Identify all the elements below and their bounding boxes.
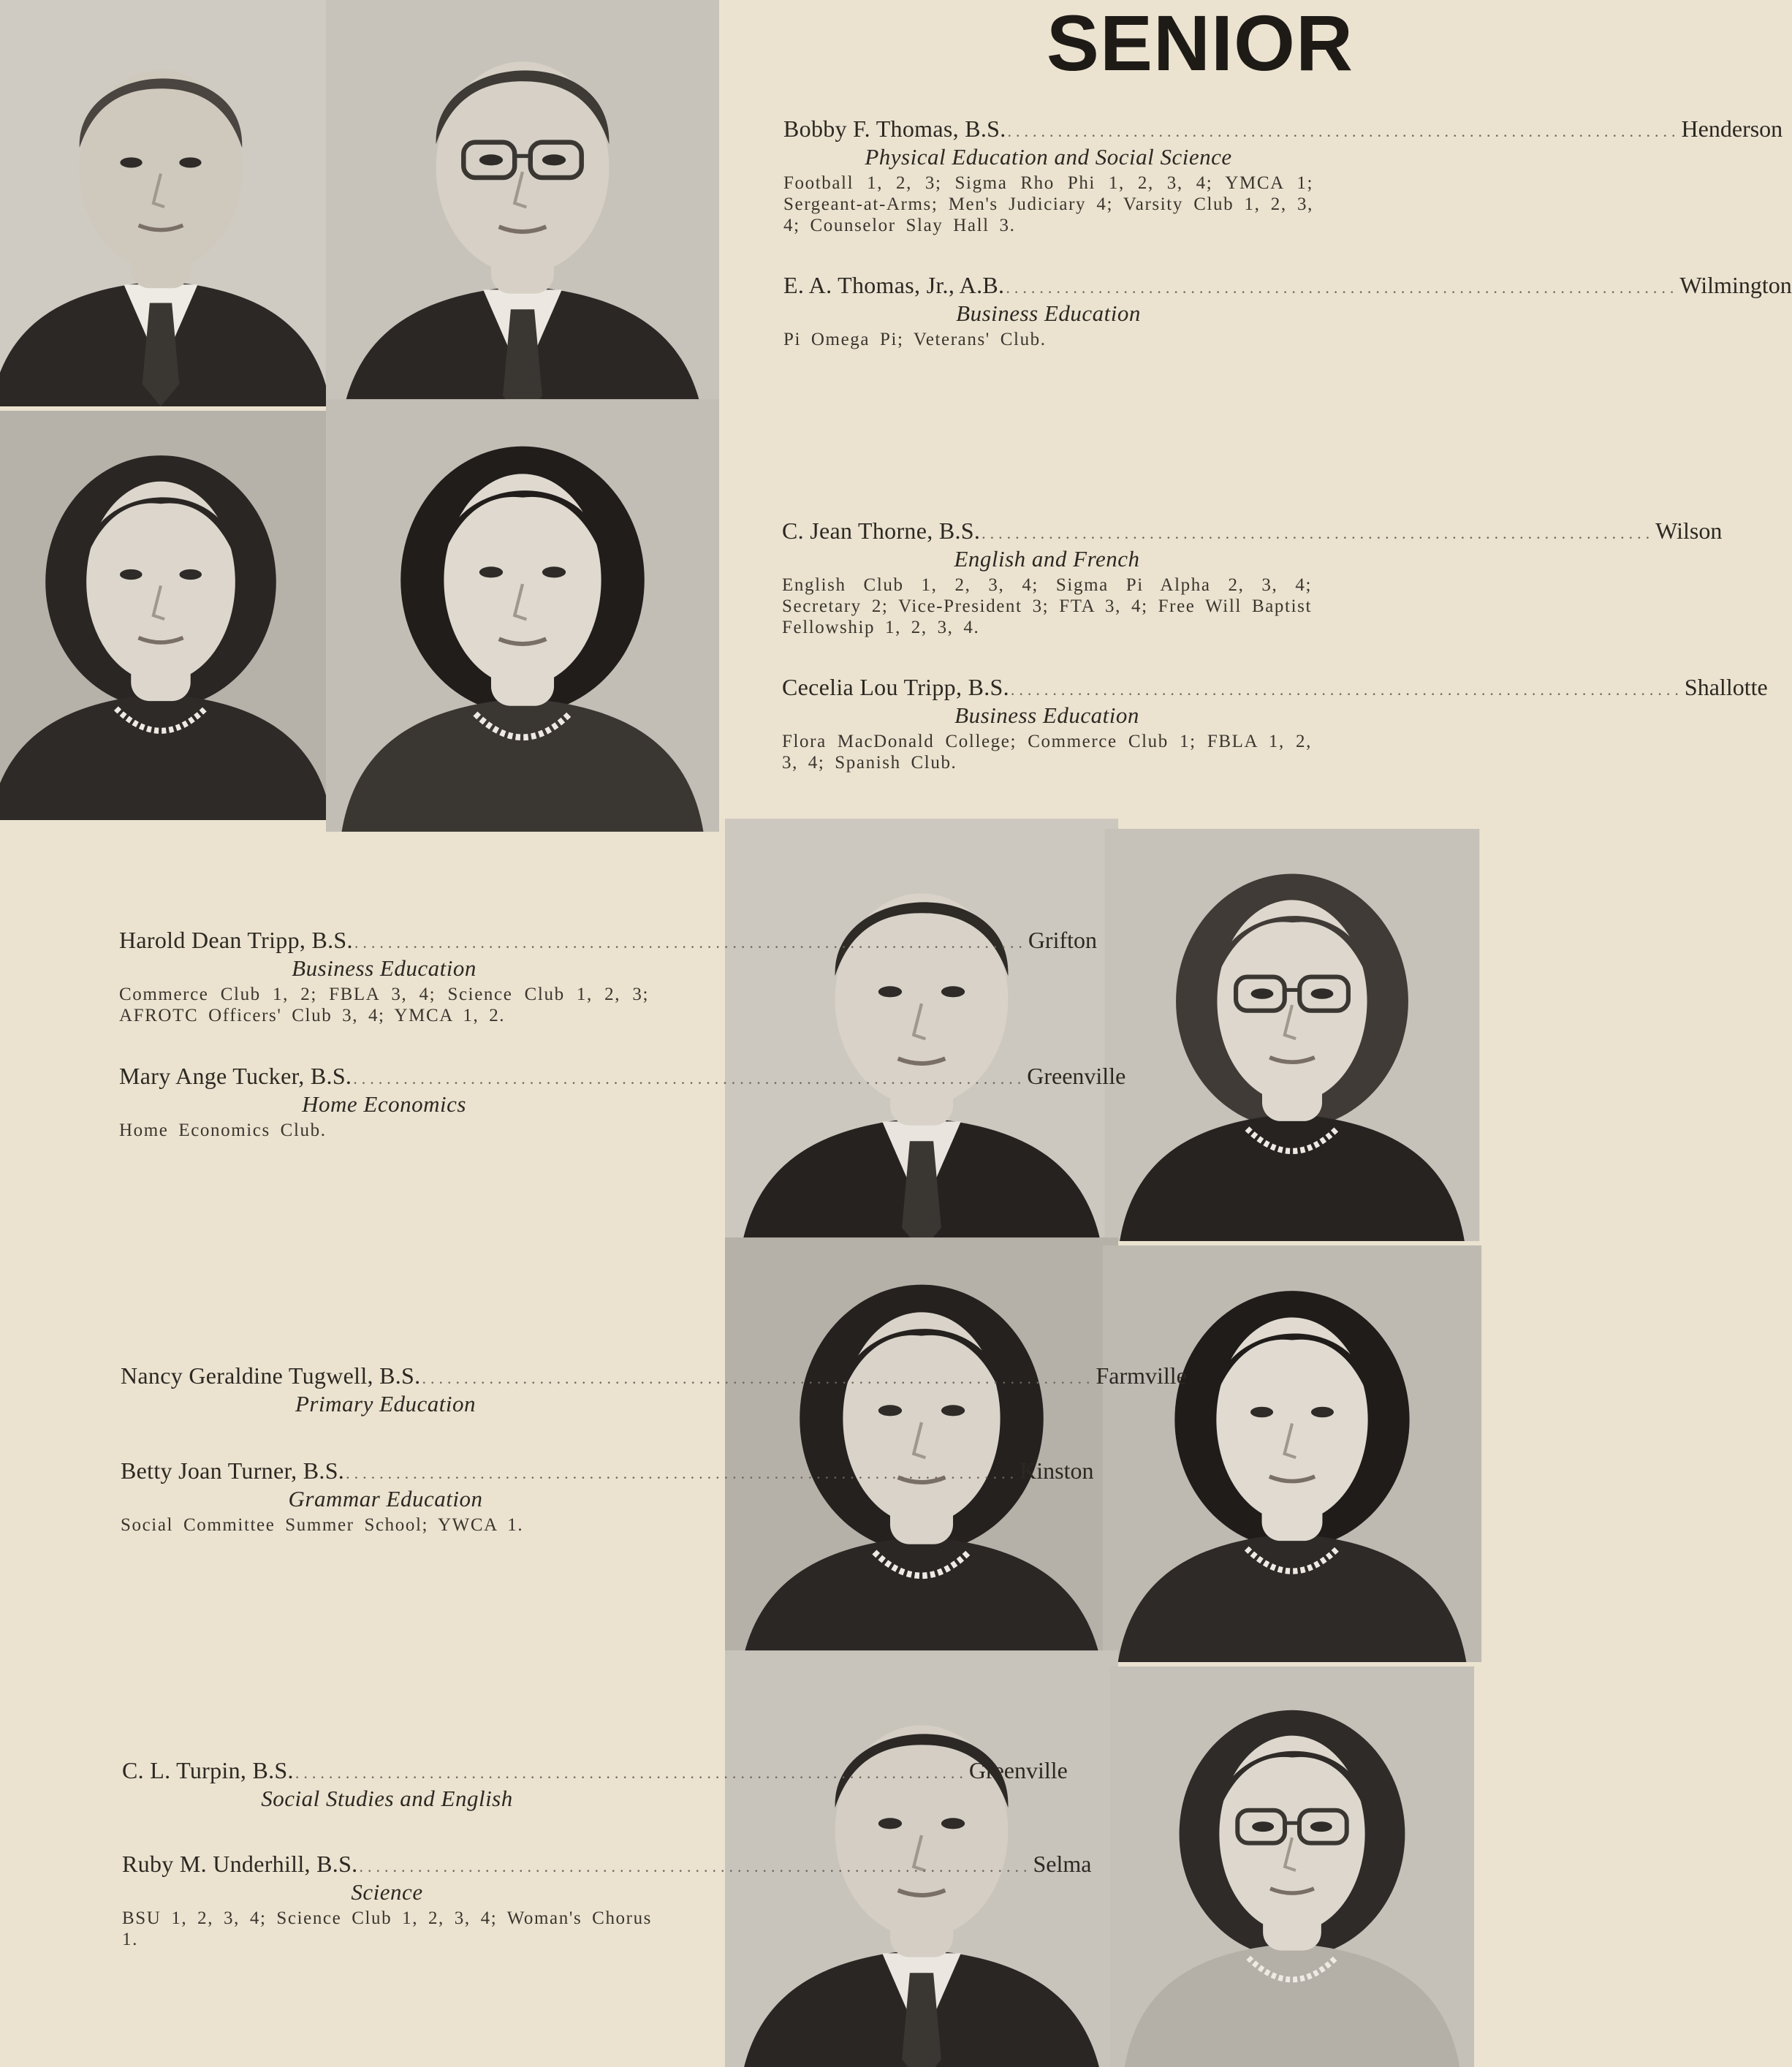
activities: BSU 1, 2, 3, 4; Science Club 1, 2, 3, 4; Woman's Chorus 1. bbox=[122, 1908, 652, 1949]
student-name: C. Jean Thorne, B.S. bbox=[782, 517, 981, 544]
face bbox=[444, 474, 601, 686]
major: Business Education bbox=[954, 702, 1139, 728]
right-eye bbox=[941, 1818, 965, 1829]
hometown: Grifton bbox=[1028, 927, 1098, 953]
activities: Commerce Club 1, 2; FBLA 3, 4; Science Club 1, 2, 3; AFROTC Officers' Club 3, 4; YMCA 1, 2. bbox=[119, 985, 649, 1025]
student-name: Mary Ange Tucker, B.S. bbox=[119, 1063, 352, 1089]
student-name: Ruby M. Underhill, B.S. bbox=[122, 1851, 358, 1877]
major: Home Economics bbox=[302, 1091, 466, 1117]
right-eye bbox=[1311, 988, 1334, 998]
dot-leader: ................................................................................ bbox=[295, 1764, 968, 1782]
portrait-photo bbox=[1123, 829, 1462, 1241]
student-name: Bobby F. Thomas, B.S. bbox=[783, 115, 1006, 142]
major: Physical Education and Social Science bbox=[865, 144, 1232, 170]
senior-entry bbox=[783, 272, 1792, 350]
senior-entry bbox=[122, 1851, 1092, 1950]
major: Business Education bbox=[956, 300, 1141, 326]
dot-leader: ................................................................................ bbox=[1006, 278, 1679, 297]
right-eye bbox=[1310, 1821, 1332, 1832]
senior-entry bbox=[119, 927, 1098, 1026]
senior-entry bbox=[122, 1757, 1068, 1814]
senior-entry bbox=[121, 1362, 1187, 1419]
portrait-photo bbox=[0, 411, 322, 820]
right-eye bbox=[941, 1405, 965, 1416]
hometown: Greenville bbox=[968, 1757, 1068, 1783]
dot-leader: ................................................................................ bbox=[353, 1069, 1026, 1088]
major: Business Education bbox=[292, 955, 477, 981]
hometown: Wilmington bbox=[1679, 272, 1792, 298]
portrait-photo bbox=[1123, 1666, 1462, 2067]
left-eye bbox=[479, 566, 503, 577]
face bbox=[1217, 900, 1367, 1102]
page-heading: SENIOR bbox=[1046, 0, 1354, 87]
hometown: Farmville bbox=[1096, 1362, 1187, 1389]
left-eye bbox=[1250, 1407, 1273, 1418]
student-name: Harold Dean Tripp, B.S. bbox=[119, 927, 353, 953]
left-eye bbox=[1252, 1821, 1274, 1832]
hometown: Kinston bbox=[1020, 1457, 1094, 1484]
activities: Social Committee Summer School; YWCA 1. bbox=[121, 1515, 524, 1535]
hometown: Greenville bbox=[1027, 1063, 1126, 1089]
left-eye bbox=[120, 569, 143, 580]
right-eye bbox=[1311, 1407, 1334, 1418]
left-eye bbox=[878, 986, 902, 997]
activities: Football 1, 2, 3; Sigma Rho Phi 1, 2, 3, 4; YMCA 1; Sergeant-at-Arms; Men's Judiciary 4; Varsity Club 1, 2, 3, 4; Counselor Slay Hall 3. bbox=[783, 173, 1313, 235]
dot-leader: ................................................................................ bbox=[982, 524, 1655, 542]
student-name: Nancy Geraldine Tugwell, B.S. bbox=[121, 1362, 421, 1389]
left-eye bbox=[878, 1405, 902, 1416]
face bbox=[1219, 1736, 1364, 1933]
hometown: Henderson bbox=[1681, 115, 1783, 142]
dot-leader: ................................................................................ bbox=[422, 1369, 1095, 1387]
student-name: C. L. Turpin, B.S. bbox=[122, 1757, 294, 1783]
major: Grammar Education bbox=[288, 1486, 483, 1512]
major: Social Studies and English bbox=[261, 1786, 513, 1811]
dot-leader: ................................................................................ bbox=[1007, 122, 1680, 140]
left-eye bbox=[1251, 988, 1274, 998]
right-eye bbox=[941, 986, 965, 997]
senior-entry bbox=[783, 115, 1783, 236]
hometown: Selma bbox=[1033, 1851, 1092, 1877]
face bbox=[843, 1312, 1000, 1525]
senior-entry bbox=[121, 1457, 1094, 1536]
senior-entry bbox=[782, 517, 1723, 638]
right-eye bbox=[179, 157, 201, 167]
major: Primary Education bbox=[295, 1391, 476, 1416]
portrait-photo bbox=[0, 0, 322, 406]
right-eye bbox=[179, 569, 202, 580]
dot-leader: ................................................................................ bbox=[359, 1857, 1032, 1876]
portrait-photo bbox=[725, 1245, 1118, 1662]
portrait-photo bbox=[326, 0, 719, 406]
activities: Pi Omega Pi; Veterans' Club. bbox=[783, 330, 1047, 349]
major: Science bbox=[351, 1879, 423, 1905]
left-eye bbox=[120, 157, 142, 167]
dot-leader: ................................................................................ bbox=[346, 1464, 1019, 1482]
major: English and French bbox=[954, 546, 1140, 572]
portrait-photo bbox=[725, 829, 1118, 1241]
hometown: Wilson bbox=[1655, 517, 1723, 544]
student-name: Betty Joan Turner, B.S. bbox=[121, 1457, 345, 1484]
portrait-photo bbox=[1123, 1245, 1462, 1662]
right-eye bbox=[542, 566, 566, 577]
activities: Home Economics Club. bbox=[119, 1120, 327, 1140]
senior-entry bbox=[119, 1063, 1126, 1141]
senior-entry bbox=[782, 674, 1768, 773]
face bbox=[1216, 1317, 1367, 1522]
student-name: E. A. Thomas, Jr., A.B. bbox=[783, 272, 1005, 298]
right-eye bbox=[542, 154, 566, 165]
hometown: Shallotte bbox=[1684, 674, 1768, 700]
dot-leader: ................................................................................ bbox=[1010, 680, 1683, 699]
activities: Flora MacDonald College; Commerce Club 1; FBLA 1, 2, 3, 4; Spanish Club. bbox=[782, 732, 1312, 773]
dot-leader: ................................................................................ bbox=[354, 933, 1027, 952]
activities: English Club 1, 2, 3, 4; Sigma Pi Alpha 2, 3, 4; Secretary 2; Vice-President 3; FTA 3, 4; Free Will Baptist Fellowship 1, 2, 3, 4. bbox=[782, 575, 1312, 637]
left-eye bbox=[878, 1818, 902, 1829]
face bbox=[86, 482, 235, 683]
left-eye bbox=[479, 154, 503, 165]
student-name: Cecelia Lou Tripp, B.S. bbox=[782, 674, 1009, 700]
portrait-photo bbox=[326, 411, 719, 820]
